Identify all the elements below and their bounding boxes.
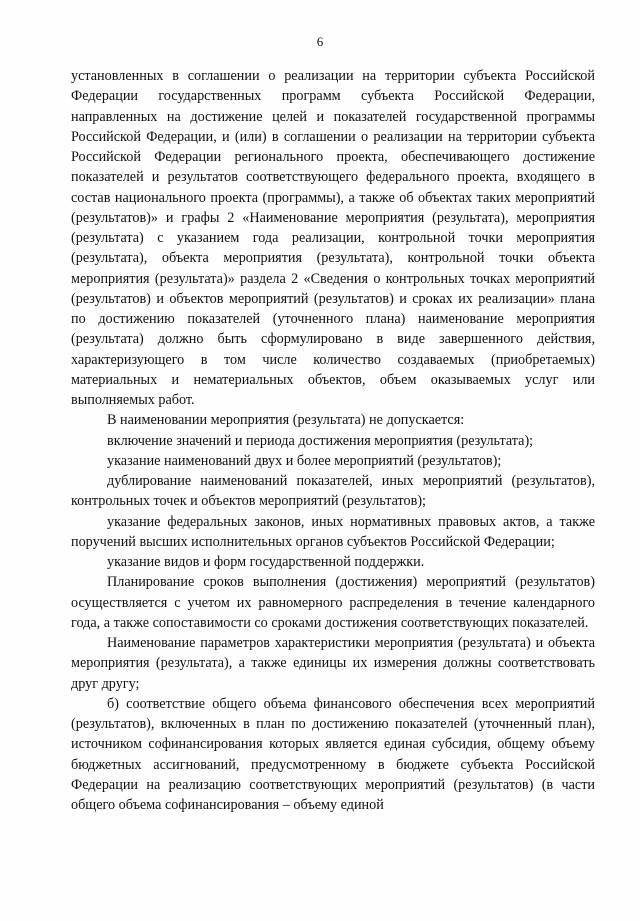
page-number: 6: [316, 34, 324, 49]
paragraph-parameters: Наименование параметров характеристики мероприятия (результата) и объекта мероприятия (результата), а также единицы их измерения должны соответствовать друг другу;: [71, 635, 595, 692]
paragraph-item-b: б) соответствие общего объема финансового обеспечения всех мероприятий (результатов), включенных в план по достижению показателей (уточненный план), источником софинансирования которых является единая субсидия, общему объему бюджетных ассигнований, предусмотренному в бюджете субъекта Российской Федерации на реализацию соответствующих мероприятий (результатов) (в части общего объема софинансирования – объему единой: [71, 695, 595, 813]
paragraph-scheduling: Планирование сроков выполнения (достижения) мероприятий (результатов) осуществляется с учетом их равномерного распределения в течение календарного года, а также сопоставимости со сроками достижения соответствующих показателей.: [71, 574, 595, 631]
list-item-values-period: включение значений и периода достижения мероприятия (результата);: [107, 432, 534, 449]
list-item-federal-laws: указание федеральных законов, иных нормативных правовых актов, а также поручений высших исполнительных органов субъектов Российской Федерации;: [71, 513, 595, 550]
list-item-support-types: указание видов и форм государственной поддержки.: [107, 554, 425, 570]
list-item-duplication: дублирование наименований показателей, иных мероприятий (результатов), контрольных точек и объектов мероприятий (результатов);: [71, 473, 595, 510]
paragraph-restrictions-intro: В наименовании мероприятия (результата) не допускается:: [107, 412, 465, 429]
list-item-multiple-names: указание наименований двух и более мероприятий (результатов);: [107, 452, 502, 469]
paragraph-continuation: установленных в соглашении о реализации на территории субъекта Российской Федерации государственных программ субъекта Российской Федерации, направленных на достижение целей и показателей государственной программы Российской Федерации, и (или) в соглашении о реализации на территории субъекта Российской Федерации регионального проекта, обеспечивающего достижение показателей и результатов соответствующего федерального проекта, входящего в состав национального проекта (программы), а также об объектах таких мероприятий (результатов)» и графы 2 «Наименование мероприятия (результата), мероприятия (результата) с указанием года реализации, контрольной точки мероприятия (результата), объекта мероприятия (результата), контрольной точки объекта мероприятия (результата)» раздела 2 «Сведения о контрольных точках мероприятий (результатов) и объектов мероприятий (результатов) и сроках их реализации» плана по достижению показателей (уточненного плана) наименование мероприятия (результата) должно быть сформулировано в виде завершенного действия, характеризующего в том числе количество создаваемых (приобретаемых) материальных и нематериальных объектов, объем оказываемых услуг или выполняемых работ.: [71, 68, 595, 408]
document-body: [71, 66, 595, 815]
